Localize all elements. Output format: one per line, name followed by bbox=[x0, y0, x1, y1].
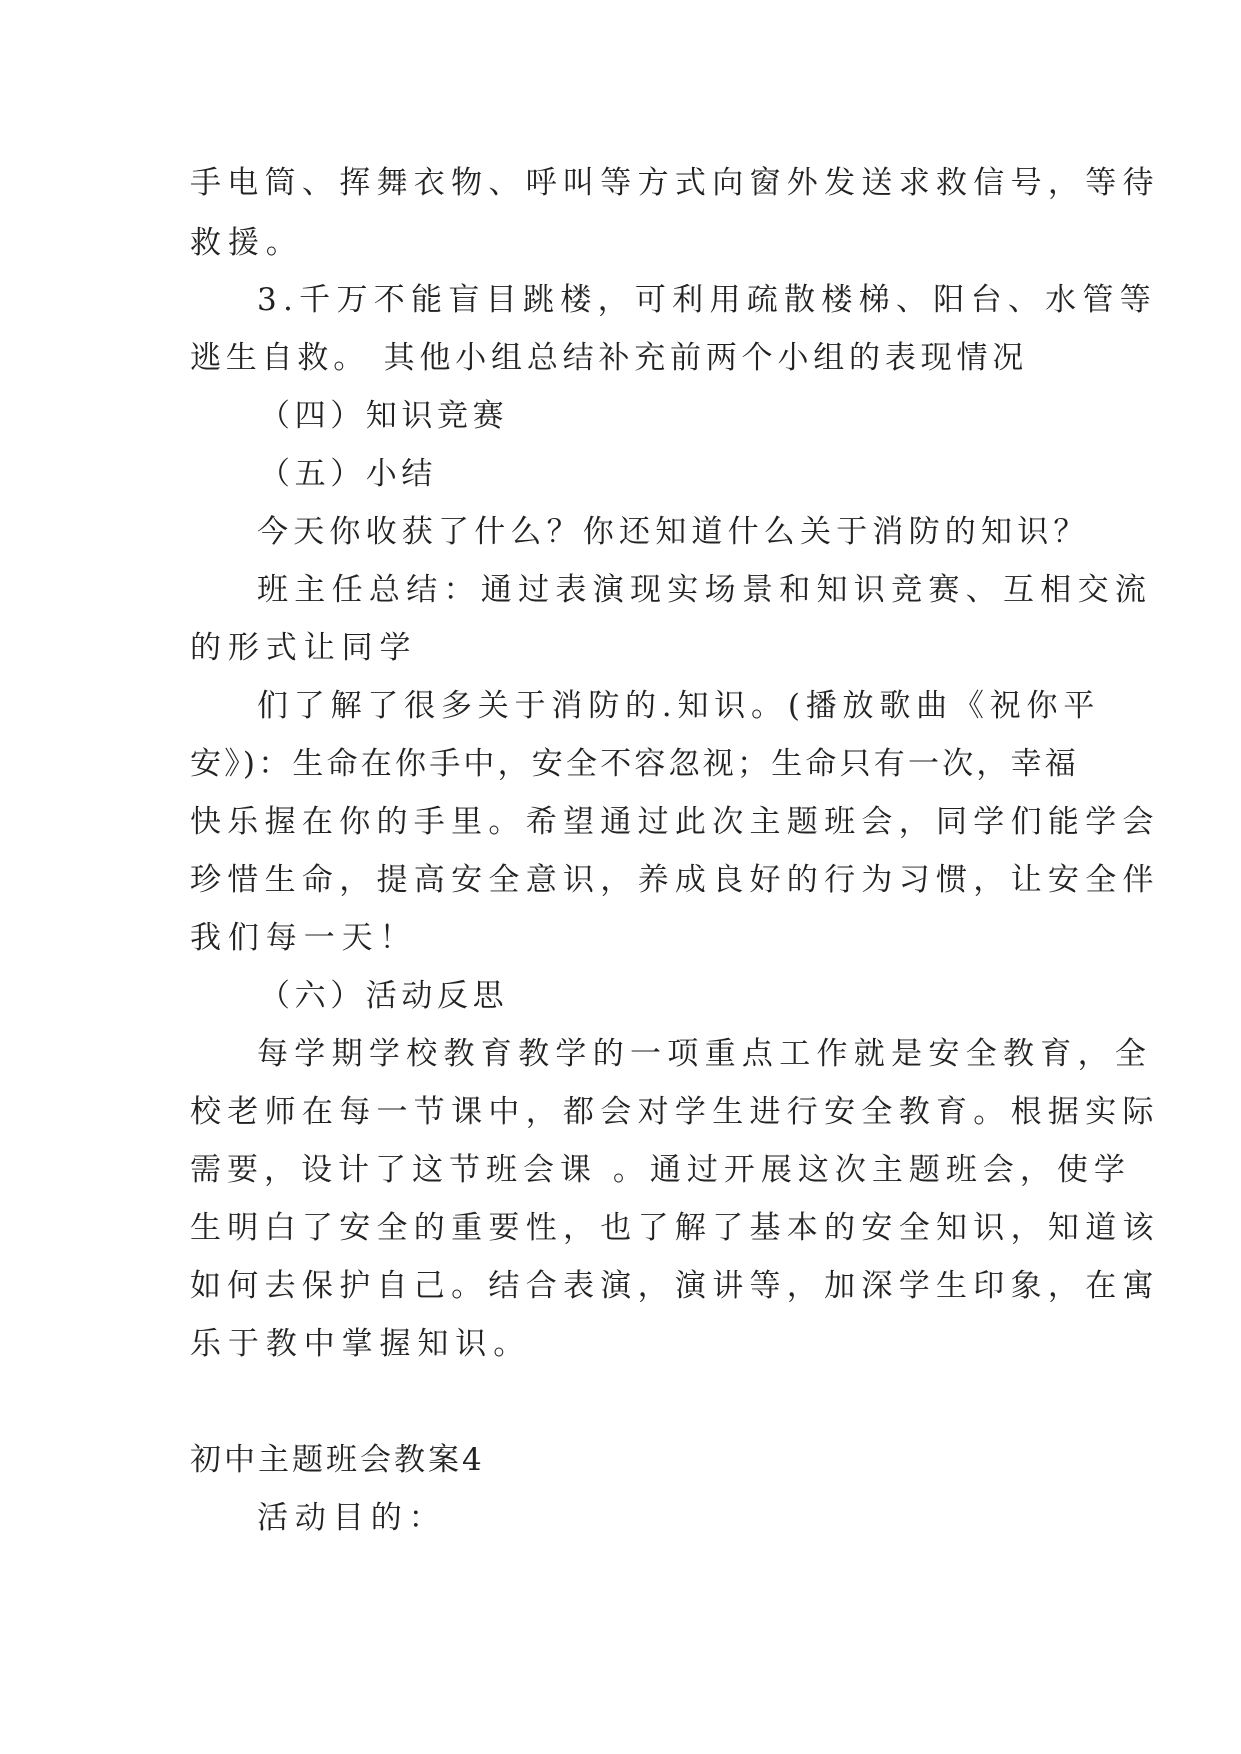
section-heading-reflection: （六）活动反思 bbox=[259, 978, 509, 1014]
body-line: 乐于教中掌握知识。 bbox=[190, 1326, 532, 1362]
body-line: 需要，设计了这节班会课 。通过开展这次主题班会，使学 bbox=[190, 1152, 1131, 1188]
body-line: 救援。 bbox=[190, 225, 304, 261]
subheading-activity-purpose: 活动目的： bbox=[257, 1500, 447, 1536]
lesson-plan-title: 初中主题班会教案4 bbox=[190, 1442, 485, 1478]
body-line: 如何去保护自己。结合表演，演讲等，加深学生印象，在寓 bbox=[190, 1268, 1160, 1304]
body-line: 手电筒、挥舞衣物、呼叫等方式向窗外发送求救信号，等待 bbox=[190, 165, 1160, 201]
body-line: 班主任总结：通过表演现实场景和知识竞赛、互相交流 bbox=[257, 572, 1153, 608]
list-item-3: 3.千万不能盲目跳楼，可利用疏散楼梯、阳台、水管等 bbox=[257, 282, 1158, 318]
body-line: 今天你收获了什么？你还知道什么关于消防的知识？ bbox=[257, 514, 1090, 550]
body-line: 我们每一天！ bbox=[190, 920, 418, 956]
body-line: 的形式让同学 bbox=[190, 630, 418, 666]
body-line: 安》)：生命在你手中，安全不容忽视；生命只有一次，幸福 bbox=[190, 746, 1079, 782]
body-line: 们了解了很多关于消防的.知识。(播放歌曲《祝你平 bbox=[257, 688, 1101, 724]
section-heading-knowledge-contest: （四）知识竞赛 bbox=[259, 398, 509, 434]
body-line: 生明白了安全的重要性，也了解了基本的安全知识，知道该 bbox=[190, 1210, 1160, 1246]
body-line: 逃生自救。 其他小组总结补充前两个小组的表现情况 bbox=[190, 340, 1029, 376]
body-line: 每学期学校教育教学的一项重点工作就是安全教育，全 bbox=[257, 1036, 1153, 1072]
body-line: 珍惜生命，提高安全意识，养成良好的行为习惯，让安全伴 bbox=[190, 862, 1160, 898]
section-heading-summary: （五）小结 bbox=[259, 456, 437, 492]
body-line: 校老师在每一节课中，都会对学生进行安全教育。根据实际 bbox=[190, 1094, 1160, 1130]
body-line: 快乐握在你的手里。希望通过此次主题班会，同学们能学会 bbox=[190, 804, 1160, 840]
